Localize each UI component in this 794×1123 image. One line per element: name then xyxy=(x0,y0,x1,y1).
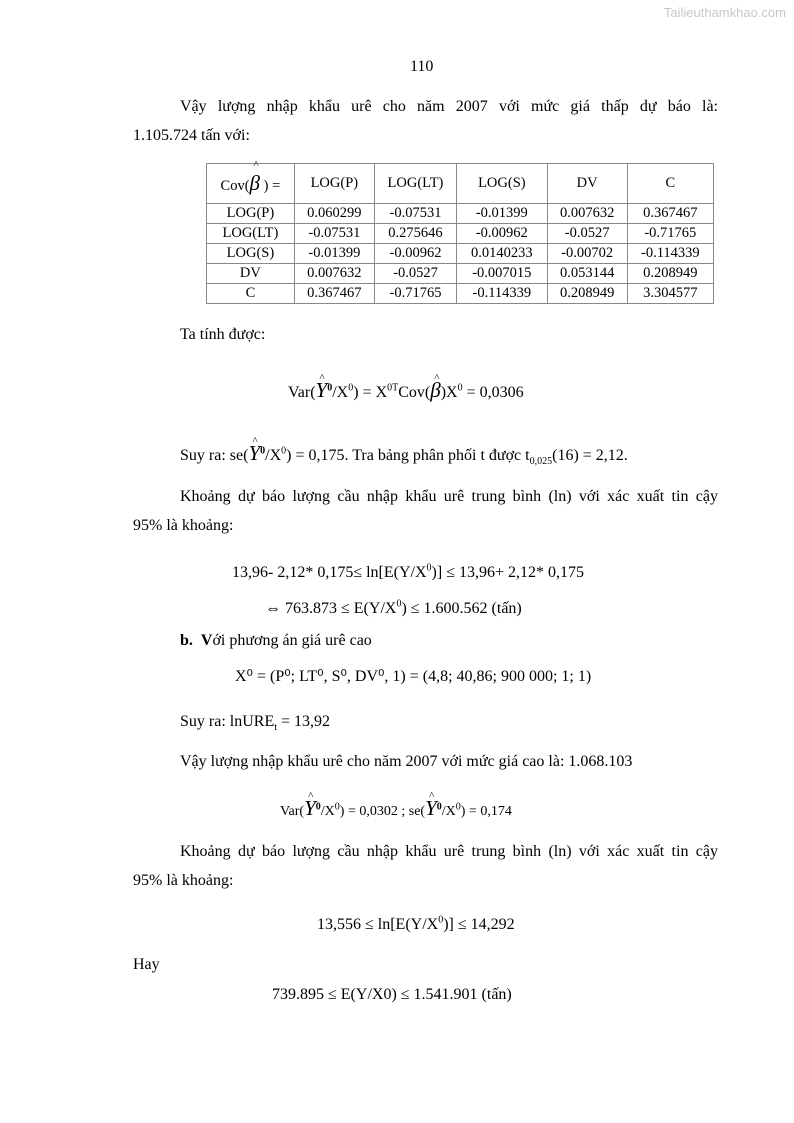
table-cell: -0.114339 xyxy=(627,244,713,264)
table-cell: 0.208949 xyxy=(547,284,627,304)
table-corner: Cov(^ β ) = xyxy=(207,164,295,204)
header-cell: LOG(S) xyxy=(457,164,548,204)
header-cell: LOG(LT) xyxy=(374,164,456,204)
paragraph-line: Vậy lượng nhập khẩu urê cho năm 2007 với mức giá thấp dự báo là: xyxy=(180,98,718,115)
table-cell: -0.07531 xyxy=(294,224,374,244)
table-row xyxy=(207,204,714,224)
row-header: LOG(P) xyxy=(207,204,295,224)
paragraph-line: 95% là khoảng: xyxy=(133,517,234,534)
table-cell: 0.275646 xyxy=(374,224,456,244)
text-line: Vậy lượng nhập khẩu urê cho năm 2007 với mức giá cao là: 1.068.103 xyxy=(180,753,633,770)
row-header: LOG(LT) xyxy=(207,224,295,244)
row-header: DV xyxy=(207,264,295,284)
se-formula: Suy ra: se(^ $Y^0/X^0) = 0,175$. Tra bảng phân phối t được $t_{0,025}(16) = 2,12$. xyxy=(180,443,628,466)
table-cell: -0.01399 xyxy=(457,204,548,224)
table-cell: -0.00962 xyxy=(457,224,548,244)
interval-formula-2: $13,556 \le \ln[E(Y/X^0)] \le 14,292$ xyxy=(317,914,515,933)
table-cell: 0.007632 xyxy=(547,204,627,224)
table-cell: 0.060299 xyxy=(294,204,374,224)
table-cell: -0.01399 xyxy=(294,244,374,264)
paragraph-line: Khoảng dự báo lượng cầu nhập khẩu urê trung bình (ln) với xác xuất tin cậy xyxy=(180,488,718,505)
variance-formula-2: Var(^ $Y^0/X^0) = 0,0302$ ; se(^ $Y^0/X^0) = 0,174$ xyxy=(280,798,512,822)
table-cell: 0.0140233 xyxy=(457,244,548,264)
variance-formula: Var(^ $Y^0/X^0$) = $X^{0T}Cov(\^{}$ $\beta)X^0 = 0,0306$ xyxy=(288,380,524,403)
header-cell: C xyxy=(627,164,713,204)
table-row xyxy=(207,224,714,244)
text-line: Ta tính được: xyxy=(180,326,266,343)
x0-formula: X⁰ = (P⁰; LT⁰, S⁰, DV⁰, 1) = (4,8; 40,86; 900 000; 1; 1) xyxy=(235,668,592,685)
table-cell: -0.00962 xyxy=(374,244,456,264)
table-cell: -0.00702 xyxy=(547,244,627,264)
table-cell: -0.07531 xyxy=(374,204,456,224)
table-cell: 3.304577 xyxy=(627,284,713,304)
interval-result-2: 739.895 ≤ E(Y/X0) ≤ 1.541.901 (tấn) xyxy=(272,986,512,1003)
table-cell: -0.0527 xyxy=(374,264,456,284)
table-cell: 0.208949 xyxy=(627,264,713,284)
covariance-table xyxy=(206,163,714,304)
watermark: Tailieuthamkhao.com xyxy=(663,5,786,20)
table-row xyxy=(207,284,714,304)
table-cell: -0.007015 xyxy=(457,264,548,284)
interval-result: ⇔ $763.873 \le E(Y/X^0) \le 1.600.562$ (tấn) xyxy=(265,598,522,617)
header-cell: DV xyxy=(547,164,627,204)
table-cell: -0.0527 xyxy=(547,224,627,244)
table-cell: -0.71765 xyxy=(627,224,713,244)
table-cell: -0.114339 xyxy=(457,284,548,304)
text-line: Hay xyxy=(133,956,160,973)
table-cell: 0.367467 xyxy=(294,284,374,304)
section-heading: b. Với phương án giá urê cao xyxy=(180,632,372,649)
page-number: 110 xyxy=(410,58,434,75)
table-cell: 0.007632 xyxy=(294,264,374,284)
paragraph-line: Khoảng dự báo lượng cầu nhập khẩu urê trung bình (ln) với xác xuất tin cậy xyxy=(180,843,718,860)
table-row xyxy=(207,244,714,264)
table-cell: 0.367467 xyxy=(627,204,713,224)
interval-formula: 13,96- 2,12* $0,175\le \ln[E(Y/X^0)] \le 13,96+ 2,12*$ 0,175 xyxy=(232,562,585,581)
row-header: LOG(S) xyxy=(207,244,295,264)
row-header: C xyxy=(207,284,295,304)
table-row xyxy=(207,264,714,284)
paragraph-line: 1.105.724 tấn với: xyxy=(133,127,250,144)
paragraph-line: 95% là khoảng: xyxy=(133,872,234,889)
header-cell: LOG(P) xyxy=(294,164,374,204)
table-cell: 0.053144 xyxy=(547,264,627,284)
table-cell: -0.71765 xyxy=(374,284,456,304)
lnure-result: Suy ra: lnURE$_t$ = 13,92 xyxy=(180,713,331,734)
